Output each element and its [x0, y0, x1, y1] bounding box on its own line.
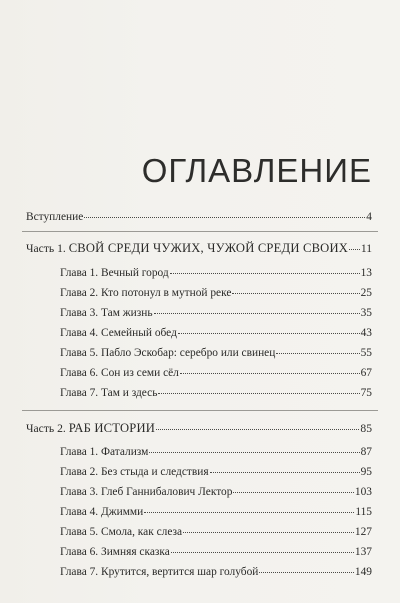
toc-page-number: 25	[360, 287, 372, 299]
leader-dots	[154, 303, 360, 314]
toc-part-2	[26, 421, 372, 436]
toc-chapter-label: Глава 6. Сон из семи сёл	[60, 367, 179, 379]
toc-chapter	[60, 265, 372, 280]
toc-chapter-label: Глава 7. Там и здесь	[60, 387, 158, 399]
toc-chapter-label: Глава 3. Там жизнь	[60, 307, 153, 319]
toc-chapter	[60, 385, 372, 400]
toc-page-number: 137	[354, 546, 372, 558]
toc-chapter-label: Глава 3. Глеб Ганнибалович Лектор	[60, 486, 233, 498]
leader-dots	[178, 323, 360, 334]
leader-dots	[180, 363, 360, 374]
toc-chapter	[60, 464, 372, 479]
toc-chapter-label: Глава 7. Крутится, вертится шар голубой	[60, 566, 259, 578]
toc-page-number: 43	[360, 327, 372, 339]
leader-dots	[170, 263, 360, 274]
toc-part-1	[26, 241, 372, 256]
toc-chapter-label: Глава 2. Кто потонул в мутной реке	[60, 287, 232, 299]
divider	[22, 231, 378, 232]
leader-dots	[183, 522, 354, 533]
toc-page-number: 55	[360, 347, 372, 359]
toc-chapter	[60, 564, 372, 579]
part-title: РАБ ИСТОРИИ	[68, 421, 156, 435]
toc-page-number: 75	[360, 387, 372, 399]
page-title: ОГЛАВЛЕНИЕ	[141, 152, 372, 189]
toc-chapter-label: Глава 2. Без стыда и следствия	[60, 466, 209, 478]
toc-chapter-label: Глава 5. Пабло Эскобар: серебро или свинец	[60, 347, 276, 359]
toc-page-number: 35	[360, 307, 372, 319]
toc-page-number: 11	[360, 242, 372, 255]
toc-chapter-label: Глава 6. Зимняя сказка	[60, 546, 170, 558]
toc-chapter	[60, 484, 372, 499]
toc-chapter-label: Глава 1. Фатализм	[60, 446, 149, 458]
toc-page-number: 85	[360, 422, 372, 435]
toc-page-number: 4	[366, 211, 372, 223]
toc-entry-label: Вступление	[26, 211, 84, 223]
toc-page-number: 87	[360, 446, 372, 458]
toc-page-number: 103	[354, 486, 372, 498]
leader-dots	[158, 383, 359, 394]
toc-entry-intro	[26, 209, 372, 224]
part-title: СВОЙ СРЕДИ ЧУЖИХ, ЧУЖОЙ СРЕДИ СВОИХ	[68, 241, 349, 255]
part-prefix: Часть 2.	[26, 422, 66, 435]
leader-dots	[276, 343, 359, 354]
leader-dots	[232, 283, 359, 294]
toc-page-number: 149	[354, 566, 372, 578]
toc-page-number: 13	[360, 267, 372, 279]
toc-page-number: 127	[354, 526, 372, 538]
toc-chapter	[60, 325, 372, 340]
leader-dots	[149, 442, 359, 453]
toc-chapter	[60, 544, 372, 559]
toc-chapter-label: Глава 5. Смола, как слеза	[60, 526, 183, 538]
leader-dots	[171, 542, 354, 553]
toc-chapter-label: Глава 4. Семейный обед	[60, 327, 177, 339]
toc-chapter	[60, 365, 372, 380]
toc-chapter	[60, 504, 372, 519]
toc-page-number: 115	[355, 506, 372, 518]
toc-chapter	[60, 444, 372, 459]
leader-dots	[84, 207, 365, 218]
toc-chapter	[60, 524, 372, 539]
leader-dots	[144, 502, 354, 513]
toc-chapter-label: Глава 4. Джимми	[60, 506, 144, 518]
leader-dots	[259, 562, 354, 573]
leader-dots	[349, 239, 360, 250]
part-prefix: Часть 1.	[26, 242, 66, 255]
toc-chapter	[60, 345, 372, 360]
divider	[22, 410, 378, 411]
toc-page-number: 67	[360, 367, 372, 379]
toc-page-number: 95	[360, 466, 372, 478]
leader-dots	[156, 419, 359, 430]
toc-chapter	[60, 305, 372, 320]
leader-dots	[210, 462, 360, 473]
toc-chapter-label: Глава 1. Вечный город	[60, 267, 169, 279]
toc-chapter	[60, 285, 372, 300]
leader-dots	[233, 482, 353, 493]
